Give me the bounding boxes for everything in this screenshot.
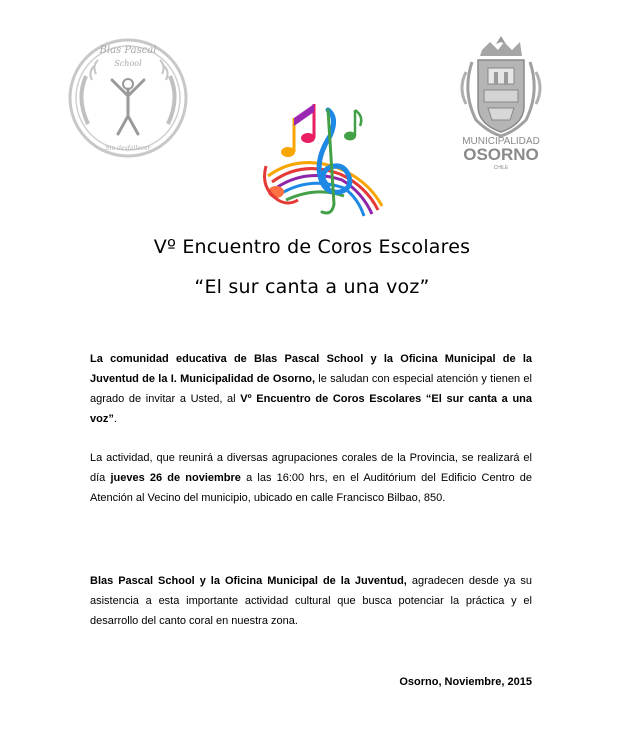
blas-pascal-school-logo <box>66 36 190 160</box>
paragraph-invitation <box>90 349 532 429</box>
p1-text: le saludan con especial atención y tienen el agrado de invitar a Usted, al <box>90 373 532 405</box>
paragraph-thanks <box>90 571 532 631</box>
municipalidad-osorno-logo <box>452 32 550 172</box>
p1-bold-event: Vº Encuentro de Coros Escolares “El sur canta a una voz” <box>90 393 533 425</box>
logo-text-blas-pascal: Blas Pascal <box>99 45 157 56</box>
logo-text-school: School <box>114 59 142 68</box>
p2-text-start: La actividad, que reunirá a diversas agrupaciones corales de la Provincia, se realizará el día <box>90 452 532 484</box>
p1-bold-organizers: La comunidad educativa de Blas Pascal School y la Oficina Municipal de la Juventud de la I. Municipalidad de Osorno, <box>90 353 532 385</box>
muni-text-osorno: OSORNO <box>463 145 539 164</box>
p2-bold-date: jueves 26 de noviembre <box>110 472 241 484</box>
p2-text-end: a las 16:00 hrs, en el Auditórium del Edificio Centro de Atención al Vecino del municipio, ubicado en calle Francisco Bilbao, 850. <box>90 472 532 504</box>
signature-date: Osorno, Noviembre, 2015 <box>399 676 532 688</box>
event-title: Vº Encuentro de Coros Escolares <box>153 236 471 258</box>
music-notes-logo <box>258 96 388 220</box>
p1-end: . <box>113 413 117 425</box>
muni-text-chile: CHILE <box>493 165 509 171</box>
event-subtitle: “El sur canta a una voz” <box>194 276 430 298</box>
muni-text-municipalidad: MUNICIPALIDAD <box>462 136 540 147</box>
paragraph-details <box>90 448 532 508</box>
p3-text: agradecen desde ya su asistencia a esta importante actividad cultural que busca potenciar la práctica y el desarrollo del canto coral en nuestra zona. <box>90 575 532 627</box>
p3-bold-organizers: Blas Pascal School y la Oficina Municipal de la Juventud, <box>90 575 407 587</box>
logo-text-motto: Sin desfallecer <box>105 145 151 152</box>
